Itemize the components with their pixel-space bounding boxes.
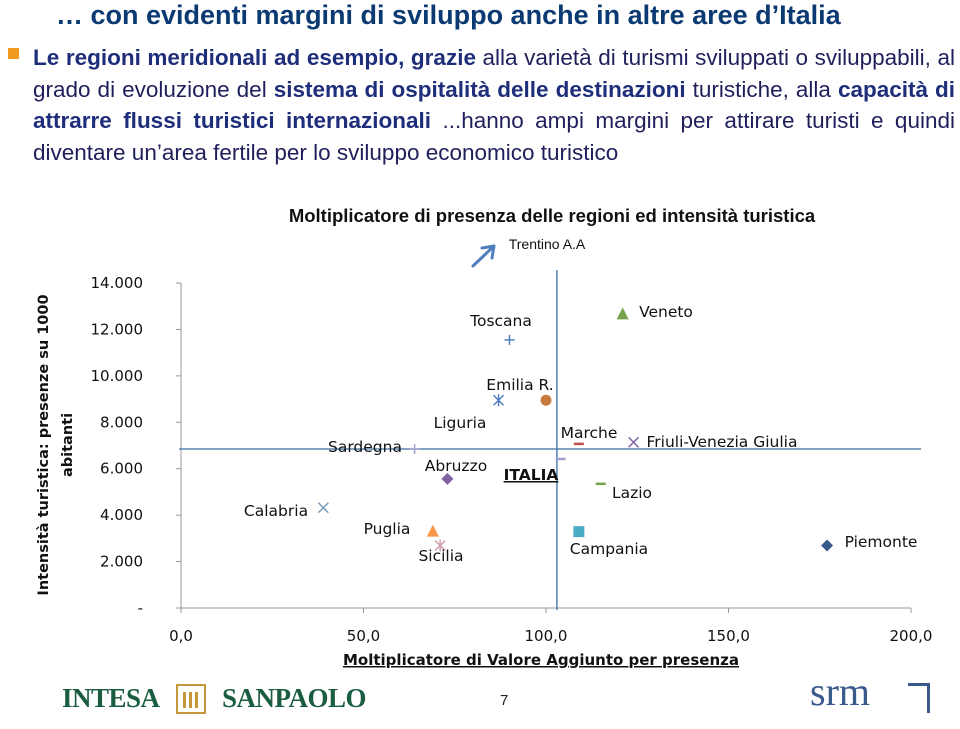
point-label: Campania xyxy=(569,540,649,558)
point-marker-emilia-r- xyxy=(541,395,552,406)
point-marker-piemonte xyxy=(821,540,833,552)
chart-title: Moltiplicatore di presenza delle regioni ed intensità turistica xyxy=(288,205,816,226)
slide-title: … con evidenti margini di sviluppo anche in altre aree d’Italia xyxy=(56,0,841,30)
point-label: Marche xyxy=(560,424,618,442)
body-text-run: ...hanno ampi margini per attirare turisti e quindi diventare un’area fertile per lo sviluppo economico turistico xyxy=(33,108,955,165)
point-marker-campania xyxy=(573,526,584,537)
x-tick-label: 100,0 xyxy=(524,627,568,645)
y-tick-label: 4.000 xyxy=(100,506,143,525)
point-label: Puglia xyxy=(363,520,411,538)
y-tick-label: 6.000 xyxy=(100,459,143,478)
x-axis-label: Moltiplicatore di Valore Aggiunto per presenza xyxy=(343,651,739,669)
srm-logo-icon xyxy=(908,683,930,713)
y-axis-label: Intensità turistica: presenze su 1000 abitanti xyxy=(36,294,76,596)
intesa-logo-text: INTESA xyxy=(62,683,160,713)
point-label: Friuli-Venezia Giulia xyxy=(646,433,798,451)
point-label: Sicilia xyxy=(418,547,464,565)
point-marker-sardegna xyxy=(410,444,420,454)
y-tick-label: 8.000 xyxy=(100,413,143,432)
point-marker-puglia xyxy=(427,525,439,537)
y-tick-label: 2.000 xyxy=(100,552,143,571)
point-marker-calabria xyxy=(318,503,328,513)
point-label: Toscana xyxy=(470,312,532,330)
x-tick-label: 50,0 xyxy=(346,627,381,645)
body-text-run: sistema di ospitalità delle destinazioni xyxy=(273,76,686,102)
srm-logo-text: srm xyxy=(810,669,870,714)
point-label: Emilia R. xyxy=(486,376,554,394)
body-text-run: alla varietà di turismi sviluppati o sviluppabili, al grado di evoluzione del xyxy=(33,45,955,102)
point-label: Liguria xyxy=(433,414,487,432)
x-tick-label: 200,0 xyxy=(889,627,933,645)
point-marker-trentino-a-a xyxy=(473,246,494,266)
point-label: Abruzzo xyxy=(424,457,488,475)
point-label: Piemonte xyxy=(844,533,918,551)
point-marker-friuli-venezia-giulia xyxy=(629,437,639,447)
point-label: Trentino A.A xyxy=(508,236,586,252)
point-label: Sardegna xyxy=(328,438,402,456)
point-label: Veneto xyxy=(639,303,693,321)
y-tick-label: 14.000 xyxy=(90,274,143,292)
point-marker-toscana xyxy=(505,335,515,345)
y-tick-label: 12.000 xyxy=(90,320,143,339)
point-label: Calabria xyxy=(243,502,309,520)
body-text-run: Le regioni meridionali ad esempio, grazie xyxy=(33,45,476,70)
x-tick-label: 150,0 xyxy=(707,627,750,645)
intesa-sanpaolo-logo-icon xyxy=(176,684,206,714)
body-text-run: capacità di attrarre flussi turistici internazionali xyxy=(33,76,955,133)
y-tick-label: 10.000 xyxy=(90,366,143,385)
point-marker-liguria xyxy=(494,394,504,406)
point-marker-veneto xyxy=(617,307,629,319)
body-text-run: turistiche, alla xyxy=(685,76,838,102)
page-number: 7 xyxy=(500,692,509,709)
point-label: Lazio xyxy=(611,484,653,502)
point-label: ITALIA xyxy=(503,466,559,484)
sanpaolo-logo-text: SANPAOLO xyxy=(222,683,367,713)
y-tick-label: - xyxy=(137,599,143,617)
x-tick-label: 0,0 xyxy=(169,627,193,645)
